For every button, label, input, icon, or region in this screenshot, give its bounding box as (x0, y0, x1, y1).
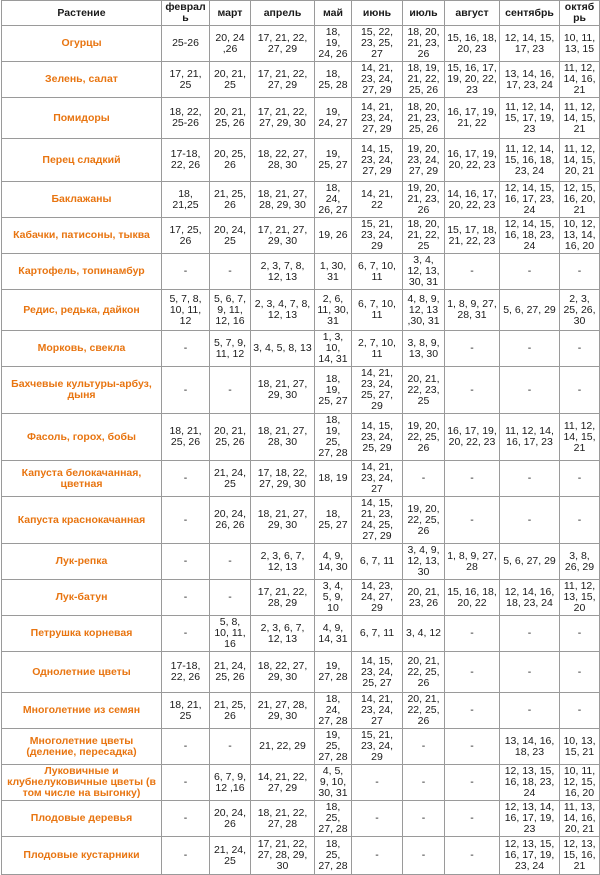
date-cell: - (445, 652, 500, 693)
date-cell: 6, 7, 9, 12 ,16 (210, 765, 251, 801)
table-row (2, 254, 600, 290)
plant-name-cell: Капуста краснокачанная (2, 497, 162, 544)
date-cell: - (210, 544, 251, 580)
date-cell: 6, 7, 10, 11 (352, 290, 403, 331)
plant-name-cell: Лук-батун (2, 580, 162, 616)
date-cell: 18, 19, 25, 27 (315, 367, 352, 414)
date-cell: 5, 6, 27, 29 (500, 544, 560, 580)
header-month: март (210, 1, 251, 26)
date-cell: 25-26 (162, 26, 210, 62)
date-cell: 11, 12, 14, 16, 21 (560, 62, 600, 98)
plant-name-cell: Многолетние цветы (деление, пересадка) (2, 729, 162, 765)
date-cell: 18, 25, 27, 28 (315, 801, 352, 837)
date-cell: - (403, 837, 445, 875)
date-cell: - (445, 616, 500, 652)
date-cell: 4, 8, 9, 12, 13 ,30, 31 (403, 290, 445, 331)
date-cell: 2, 3, 25, 26, 30 (560, 290, 600, 331)
date-cell: 18, 24, 27, 28 (315, 693, 352, 729)
date-cell: 1, 30, 31 (315, 254, 352, 290)
table-row (2, 182, 600, 218)
date-cell: 18, 25, 27 (315, 497, 352, 544)
plant-name-cell: Плодовые кустарники (2, 837, 162, 875)
date-cell: 12, 14, 16, 18, 23, 24 (500, 580, 560, 616)
date-cell: 17, 21, 22, 27, 29, 30 (251, 98, 315, 139)
header-month: август (445, 1, 500, 26)
date-cell: 2, 6, 11, 30, 31 (315, 290, 352, 331)
date-cell: 18, 21, 27, 29, 30 (251, 497, 315, 544)
date-cell: 19, 24, 27 (315, 98, 352, 139)
date-cell: - (210, 367, 251, 414)
date-cell: 10, 13, 15, 21 (560, 729, 600, 765)
date-cell: 16, 17, 19, 20, 22, 23 (445, 139, 500, 182)
date-cell: 18, 19 (315, 461, 352, 497)
date-cell: 5, 6, 27, 29 (500, 290, 560, 331)
header-plant: Растение (2, 1, 162, 26)
table-row (2, 729, 600, 765)
date-cell: 18, 21, 22, 27, 28 (251, 801, 315, 837)
date-cell: 17, 21, 22, 28, 29 (251, 580, 315, 616)
date-cell: 3, 4, 9, 12, 13, 30 (403, 544, 445, 580)
date-cell: - (403, 801, 445, 837)
table-row (2, 98, 600, 139)
plant-name-cell: Петрушка корневая (2, 616, 162, 652)
date-cell: 14, 21, 23, 24, 27, 29 (352, 98, 403, 139)
table-row (2, 367, 600, 414)
plant-name-cell: Перец сладкий (2, 139, 162, 182)
date-cell: 20, 21, 22, 25, 26 (403, 693, 445, 729)
date-cell: 4, 9, 14, 30 (315, 544, 352, 580)
date-cell: - (560, 254, 600, 290)
date-cell: 19, 25, 27, 28 (315, 729, 352, 765)
date-cell: - (500, 461, 560, 497)
date-cell: 15, 21, 23, 24, 29 (352, 218, 403, 254)
plant-name-cell: Луковичные и клубнелуковичные цветы (в том числе на выгонку) (2, 765, 162, 801)
date-cell: - (560, 367, 600, 414)
date-cell: 17-18, 22, 26 (162, 652, 210, 693)
date-cell: - (445, 837, 500, 875)
date-cell: 15, 16, 18, 20, 22 (445, 580, 500, 616)
header-month: апрель (251, 1, 315, 26)
table-row (2, 616, 600, 652)
date-cell: 15, 22, 23, 25, 27 (352, 26, 403, 62)
date-cell: 14, 15, 23, 24, 27, 29 (352, 139, 403, 182)
date-cell: 15, 16, 18, 20, 23 (445, 26, 500, 62)
date-cell: 14, 21, 23, 24, 25, 27, 29 (352, 367, 403, 414)
date-cell: - (560, 616, 600, 652)
date-cell: 12, 13, 15, 16, 18, 23, 24 (500, 765, 560, 801)
header-month: октябрь (560, 1, 600, 26)
date-cell: - (500, 367, 560, 414)
header-row (2, 1, 600, 26)
table-row (2, 290, 600, 331)
date-cell: 6, 7, 11 (352, 544, 403, 580)
date-cell: 18, 20, 21, 23, 25, 26 (403, 98, 445, 139)
plant-name-cell: Морковь, свекла (2, 331, 162, 367)
date-cell: 14, 15, 23, 24, 25, 29 (352, 414, 403, 461)
date-cell: - (445, 801, 500, 837)
date-cell: 2, 3, 4, 7, 8, 12, 13 (251, 290, 315, 331)
date-cell: 18, 21, 27, 28, 30 (251, 414, 315, 461)
date-cell: 12, 14, 15, 16, 18, 23, 24 (500, 218, 560, 254)
date-cell: - (500, 652, 560, 693)
date-cell: 19, 20, 21, 23, 26 (403, 182, 445, 218)
date-cell: - (162, 765, 210, 801)
date-cell: 21, 22, 29 (251, 729, 315, 765)
date-cell: 12, 14, 15, 17, 23 (500, 26, 560, 62)
date-cell: 16, 17, 19, 21, 22 (445, 98, 500, 139)
table-row (2, 497, 600, 544)
date-cell: 12, 14, 15, 16, 17, 23, 24 (500, 182, 560, 218)
table-row (2, 693, 600, 729)
date-cell: 21, 27, 28, 29, 30 (251, 693, 315, 729)
table-row (2, 461, 600, 497)
date-cell: 11, 12, 13, 15, 20 (560, 580, 600, 616)
date-cell: 18, 19, 25, 27, 28 (315, 414, 352, 461)
plant-name-cell: Однолетние цветы (2, 652, 162, 693)
plant-name-cell: Многолетние из семян (2, 693, 162, 729)
date-cell: 19, 20, 22, 25, 26 (403, 497, 445, 544)
date-cell: 20, 21, 25, 26 (210, 98, 251, 139)
date-cell: 10, 12, 13, 14, 16, 20 (560, 218, 600, 254)
date-cell: - (500, 616, 560, 652)
date-cell: 18, 22, 25-26 (162, 98, 210, 139)
date-cell: - (445, 367, 500, 414)
plant-name-cell: Баклажаны (2, 182, 162, 218)
date-cell: 11, 12, 14, 15, 21 (560, 414, 600, 461)
date-cell: - (403, 765, 445, 801)
date-cell: 5, 8, 10, 11, 16 (210, 616, 251, 652)
table-row (2, 218, 600, 254)
date-cell: 18, 21,25 (162, 182, 210, 218)
date-cell: - (445, 729, 500, 765)
date-cell: 20, 25, 26 (210, 139, 251, 182)
date-cell: - (352, 765, 403, 801)
plant-name-cell: Плодовые деревья (2, 801, 162, 837)
plant-name-cell: Огурцы (2, 26, 162, 62)
date-cell: - (560, 461, 600, 497)
plant-name-cell: Кабачки, патисоны, тыква (2, 218, 162, 254)
plant-name-cell: Картофель, топинамбур (2, 254, 162, 290)
date-cell: 12, 15, 16, 20, 21 (560, 182, 600, 218)
date-cell: 15, 17, 18, 21, 22, 23 (445, 218, 500, 254)
date-cell: 18, 22, 27, 29, 30 (251, 652, 315, 693)
date-cell: - (500, 497, 560, 544)
date-cell: - (445, 461, 500, 497)
date-cell: 5, 7, 9, 11, 12 (210, 331, 251, 367)
date-cell: 18, 19, 21, 22, 25, 26 (403, 62, 445, 98)
date-cell: - (500, 693, 560, 729)
date-cell: 19, 26 (315, 218, 352, 254)
date-cell: - (210, 729, 251, 765)
date-cell: 3, 4, 12 (403, 616, 445, 652)
date-cell: 14, 21, 23, 24, 27 (352, 693, 403, 729)
date-cell: - (352, 837, 403, 875)
date-cell: 5, 7, 8, 10, 11, 12 (162, 290, 210, 331)
date-cell: - (445, 254, 500, 290)
date-cell: 3, 8, 26, 29 (560, 544, 600, 580)
table-row (2, 765, 600, 801)
date-cell: - (445, 497, 500, 544)
plant-name-cell: Бахчевые культуры-арбуз, дыня (2, 367, 162, 414)
date-cell: - (560, 331, 600, 367)
plant-name-cell: Лук-репка (2, 544, 162, 580)
date-cell: - (445, 765, 500, 801)
date-cell: 3, 4, 5, 8, 13 (251, 331, 315, 367)
date-cell: 1, 3, 10, 14, 31 (315, 331, 352, 367)
date-cell: - (162, 729, 210, 765)
date-cell: 6, 7, 11 (352, 616, 403, 652)
plant-name-cell: Помидоры (2, 98, 162, 139)
date-cell: 11, 12, 14, 15, 20, 21 (560, 139, 600, 182)
date-cell: 20, 24 ,26 (210, 26, 251, 62)
date-cell: - (162, 616, 210, 652)
date-cell: - (162, 580, 210, 616)
table-row (2, 139, 600, 182)
date-cell: 11, 12, 14, 16, 17, 23 (500, 414, 560, 461)
date-cell: 20, 21, 25 (210, 62, 251, 98)
date-cell: 4, 9, 14, 31 (315, 616, 352, 652)
table-row (2, 414, 600, 461)
date-cell: 2, 7, 10, 11 (352, 331, 403, 367)
date-cell: 17, 21, 25 (162, 62, 210, 98)
date-cell: 6, 7, 10, 11 (352, 254, 403, 290)
date-cell: - (403, 461, 445, 497)
date-cell: 11, 12, 14, 15, 16, 18, 23, 24 (500, 139, 560, 182)
date-cell: 18, 25, 27, 28 (315, 837, 352, 875)
table-row (2, 580, 600, 616)
date-cell: - (162, 461, 210, 497)
date-cell: - (210, 580, 251, 616)
date-cell: 2, 3, 6, 7, 12, 13 (251, 616, 315, 652)
date-cell: 17, 21, 27, 29, 30 (251, 218, 315, 254)
date-cell: 18, 20, 21, 22, 25 (403, 218, 445, 254)
date-cell: 4, 5, 9, 10, 30, 31 (315, 765, 352, 801)
date-cell: 2, 3, 7, 8, 12, 13 (251, 254, 315, 290)
date-cell: 15, 16, 17, 19, 20, 22, 23 (445, 62, 500, 98)
header-month: сентябрь (500, 1, 560, 26)
date-cell: - (162, 254, 210, 290)
date-cell: 13, 14, 16, 17, 23, 24 (500, 62, 560, 98)
plant-name-cell: Редис, редька, дайкон (2, 290, 162, 331)
date-cell: 21, 24, 25, 26 (210, 652, 251, 693)
date-cell: 18, 21, 25, 26 (162, 414, 210, 461)
header-month: май (315, 1, 352, 26)
date-cell: - (162, 331, 210, 367)
date-cell: 5, 6, 7, 9, 11, 12, 16 (210, 290, 251, 331)
table-row (2, 837, 600, 875)
header-month: июль (403, 1, 445, 26)
date-cell: - (210, 254, 251, 290)
date-cell: 14, 21, 22 (352, 182, 403, 218)
date-cell: 20, 21, 23, 26 (403, 580, 445, 616)
date-cell: 12, 13, 14, 16, 17, 19, 23 (500, 801, 560, 837)
date-cell: 19, 25, 27 (315, 139, 352, 182)
date-cell: 20, 21, 22, 25, 26 (403, 652, 445, 693)
date-cell: 18, 19, 24, 26 (315, 26, 352, 62)
date-cell: 10, 11, 13, 15 (560, 26, 600, 62)
date-cell: 18, 21, 27, 28, 29, 30 (251, 182, 315, 218)
date-cell: - (403, 729, 445, 765)
date-cell: 19, 27, 28 (315, 652, 352, 693)
date-cell: - (445, 693, 500, 729)
date-cell: 18, 21, 25 (162, 693, 210, 729)
table-row (2, 62, 600, 98)
date-cell: - (162, 801, 210, 837)
date-cell: - (352, 801, 403, 837)
date-cell: 18, 21, 27, 29, 30 (251, 367, 315, 414)
date-cell: 21, 25, 26 (210, 182, 251, 218)
date-cell: - (445, 331, 500, 367)
date-cell: 3, 8, 9, 13, 30 (403, 331, 445, 367)
date-cell: 3, 4, 5, 9, 10 (315, 580, 352, 616)
date-cell: 3, 4, 12, 13, 30, 31 (403, 254, 445, 290)
date-cell: 18, 22, 27, 28, 30 (251, 139, 315, 182)
date-cell: 14, 21, 23, 24, 27 (352, 461, 403, 497)
table-row (2, 331, 600, 367)
table-row (2, 652, 600, 693)
date-cell: 14, 15, 23, 24, 25, 27 (352, 652, 403, 693)
header-month: февраль (162, 1, 210, 26)
table-row (2, 801, 600, 837)
date-cell: 20, 24, 26 (210, 801, 251, 837)
date-cell: 17, 21, 22, 27, 29 (251, 62, 315, 98)
date-cell: 15, 21, 23, 24, 29 (352, 729, 403, 765)
date-cell: 20, 21, 22, 23, 25 (403, 367, 445, 414)
date-cell: - (500, 254, 560, 290)
date-cell: 2, 3, 6, 7, 12, 13 (251, 544, 315, 580)
date-cell: 17, 25, 26 (162, 218, 210, 254)
date-cell: 16, 17, 19, 20, 22, 23 (445, 414, 500, 461)
date-cell: - (500, 331, 560, 367)
date-cell: 14, 15, 21, 23, 24, 25, 27, 29 (352, 497, 403, 544)
date-cell: 14, 21, 23, 24, 27, 29 (352, 62, 403, 98)
date-cell: - (560, 652, 600, 693)
date-cell: - (560, 497, 600, 544)
date-cell: 11, 13, 14, 16, 20, 21 (560, 801, 600, 837)
date-cell: 21, 24, 25 (210, 461, 251, 497)
date-cell: 20, 24, 25 (210, 218, 251, 254)
date-cell: 14, 23, 24, 27, 29 (352, 580, 403, 616)
header-month: июнь (352, 1, 403, 26)
plant-name-cell: Фасоль, горох, бобы (2, 414, 162, 461)
date-cell: 11, 12, 14, 15, 21 (560, 98, 600, 139)
date-cell: 18, 24, 26, 27 (315, 182, 352, 218)
date-cell: 19, 20, 23, 24, 27, 29 (403, 139, 445, 182)
date-cell: - (162, 544, 210, 580)
date-cell: 21, 25, 26 (210, 693, 251, 729)
table-row (2, 544, 600, 580)
date-cell: - (560, 693, 600, 729)
date-cell: 12, 13, 15, 16, 21 (560, 837, 600, 875)
date-cell: 11, 12, 14, 15, 17, 19, 23 (500, 98, 560, 139)
date-cell: 17, 21, 22, 27, 28, 29, 30 (251, 837, 315, 875)
date-cell: 1, 8, 9, 27, 28 (445, 544, 500, 580)
plant-name-cell: Капуста белокачанная, цветная (2, 461, 162, 497)
date-cell: 17-18, 22, 26 (162, 139, 210, 182)
date-cell: 14, 21, 22, 27, 29 (251, 765, 315, 801)
date-cell: 18, 20, 21, 23, 26 (403, 26, 445, 62)
date-cell: 17, 18, 22, 27, 29, 30 (251, 461, 315, 497)
date-cell: 19, 20, 22, 25, 26 (403, 414, 445, 461)
date-cell: 21, 24, 25 (210, 837, 251, 875)
date-cell: 17, 21, 22, 27, 29 (251, 26, 315, 62)
date-cell: 10, 11, 12, 15, 16, 20 (560, 765, 600, 801)
date-cell: - (162, 367, 210, 414)
date-cell: - (162, 497, 210, 544)
date-cell: 18, 25, 28 (315, 62, 352, 98)
planting-calendar-table (1, 0, 600, 875)
date-cell: 1, 8, 9, 27, 28, 31 (445, 290, 500, 331)
table-row (2, 26, 600, 62)
date-cell: 20, 24, 26, 26 (210, 497, 251, 544)
date-cell: 13, 14, 16, 18, 23 (500, 729, 560, 765)
plant-name-cell: Зелень, салат (2, 62, 162, 98)
date-cell: 20, 21, 25, 26 (210, 414, 251, 461)
date-cell: 14, 16, 17, 20, 22, 23 (445, 182, 500, 218)
date-cell: 12, 13, 15, 16, 17, 19, 23, 24 (500, 837, 560, 875)
date-cell: - (162, 837, 210, 875)
